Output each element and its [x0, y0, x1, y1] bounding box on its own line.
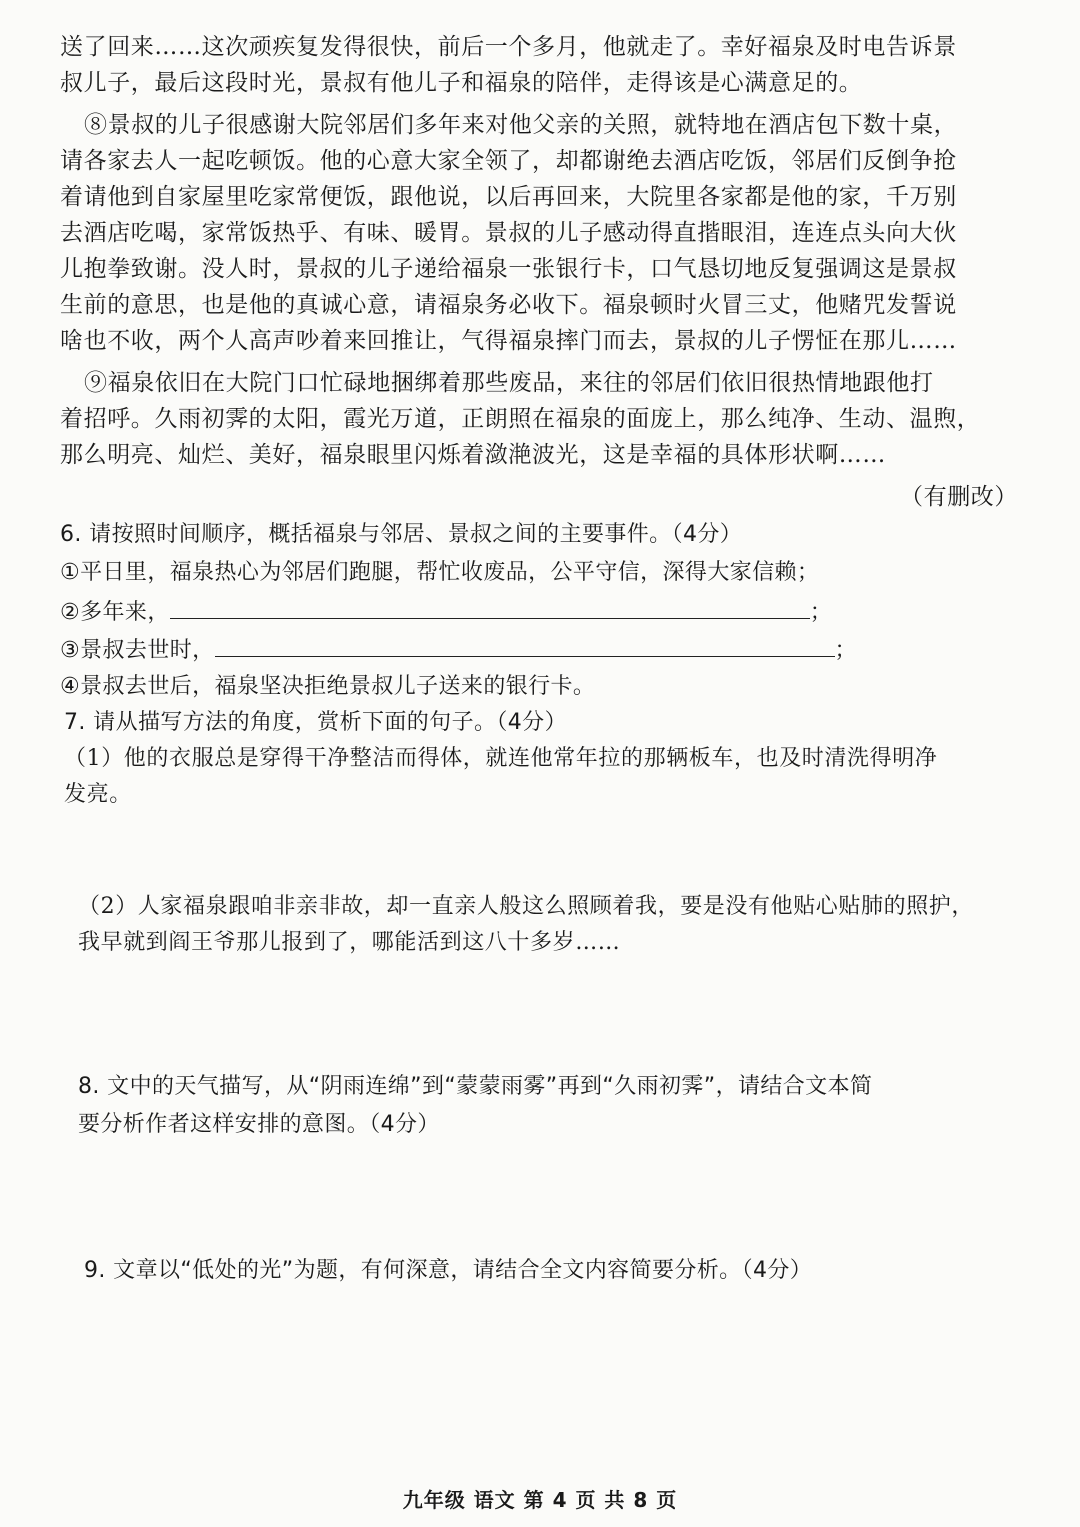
- question-8-stem: 要分析作者这样安排的意图。（4分）: [78, 1112, 440, 1137]
- question-7-sentence-2: 我早就到阎王爷那儿报到了，哪能活到这八十多岁……: [78, 930, 621, 955]
- question-7-sentence-1: （1）他的衣服总是穿得干净整洁而得体，就连他常年拉的那辆板车，也及时清洗得明净: [64, 746, 938, 771]
- question-6-item-4: ④景叔去世后，福泉坚决拒绝景叔儿子送来的银行卡。: [60, 674, 596, 699]
- question-7-sentence-1: 发亮。: [64, 782, 132, 807]
- item-3-label: ③景叔去世时，: [60, 638, 215, 663]
- paragraph-8-line: 儿抱拳致谢。没人时，景叔的儿子递给福泉一张银行卡，口气恳切地反复强调这是景叔: [60, 256, 957, 282]
- source-note: （有删改）: [900, 484, 1018, 510]
- item-3-end: ；: [834, 638, 857, 663]
- answer-blank-3[interactable]: [215, 634, 835, 657]
- question-7-stem: 7. 请从描写方法的角度，赏析下面的句子。（4分）: [64, 710, 567, 735]
- paragraph-8-line: 去酒店吃喝，家常饭热乎、有味、暖胃。景叔的儿子感动得直揩眼泪，连连点头向大伙: [60, 220, 957, 246]
- question-8-stem: 8. 文中的天气描写，从“阴雨连绵”到“蒙蒙雨雾”再到“久雨初霁”，请结合文本简: [78, 1074, 873, 1099]
- passage-line: 送了回来……这次顽疾复发得很快，前后一个多月，他就走了。幸好福泉及时电告诉景: [60, 34, 957, 60]
- paragraph-9-line: 那么明亮、灿烂、美好，福泉眼里闪烁着潋滟波光，这是幸福的具体形状啊……: [60, 442, 886, 468]
- answer-blank-2[interactable]: [170, 596, 810, 619]
- page-footer: 九年级 语文 第 4 页 共 8 页: [402, 1488, 678, 1512]
- paragraph-8-line: 请各家去人一起吃顿饭。他的心意大家全领了，却都谢绝去酒店吃饭，邻居们反倒争抢: [60, 148, 957, 174]
- item-2-label: ②多年来，: [60, 600, 170, 625]
- paragraph-9-line: ⑨福泉依旧在大院门口忙碌地捆绑着那些废品，来往的邻居们依旧很热情地跟他打: [84, 370, 934, 396]
- item-2-end: ；: [809, 600, 833, 625]
- question-6-item-2: [60, 596, 832, 628]
- paragraph-8-line: 啥也不收，两个人高声吵着来回推让，气得福泉摔门而去，景叔的儿子愣怔在那儿……: [60, 328, 957, 354]
- question-6-item-1: ①平日里，福泉热心为邻居们跑腿，帮忙收废品，公平守信，深得大家信赖；: [60, 560, 820, 585]
- paragraph-9-line: 着招呼。久雨初霁的太阳，霞光万道，正朗照在福泉的面庞上，那么纯净、生动、温煦，: [60, 406, 981, 432]
- passage-line: 叔儿子，最后这段时光，景叔有他儿子和福泉的陪伴，走得该是心满意足的。: [60, 70, 863, 96]
- paragraph-8-line: 着请他到自家屋里吃家常便饭，跟他说，以后再回来，大院里各家都是他的家，千万别: [60, 184, 957, 210]
- question-9-stem: 9. 文章以“低处的光”为题，有何深意，请结合全文内容简要分析。（4分）: [84, 1258, 813, 1283]
- paragraph-8-line: 生前的意思，也是他的真诚心意，请福泉务必收下。福泉顿时火冒三丈，他赌咒发誓说: [60, 292, 957, 318]
- question-6-item-3: [60, 634, 857, 666]
- question-6-stem: 6. 请按照时间顺序，概括福泉与邻居、景叔之间的主要事件。（4分）: [60, 522, 743, 547]
- question-7-sentence-2: （2）人家福泉跟咱非亲非故，却一直亲人般这么照顾着我，要是没有他贴心贴肺的照护，: [78, 894, 974, 919]
- paragraph-8-line: ⑧景叔的儿子很感谢大院邻居们多年来对他父亲的关照，就特地在酒店包下数十桌，: [84, 112, 958, 138]
